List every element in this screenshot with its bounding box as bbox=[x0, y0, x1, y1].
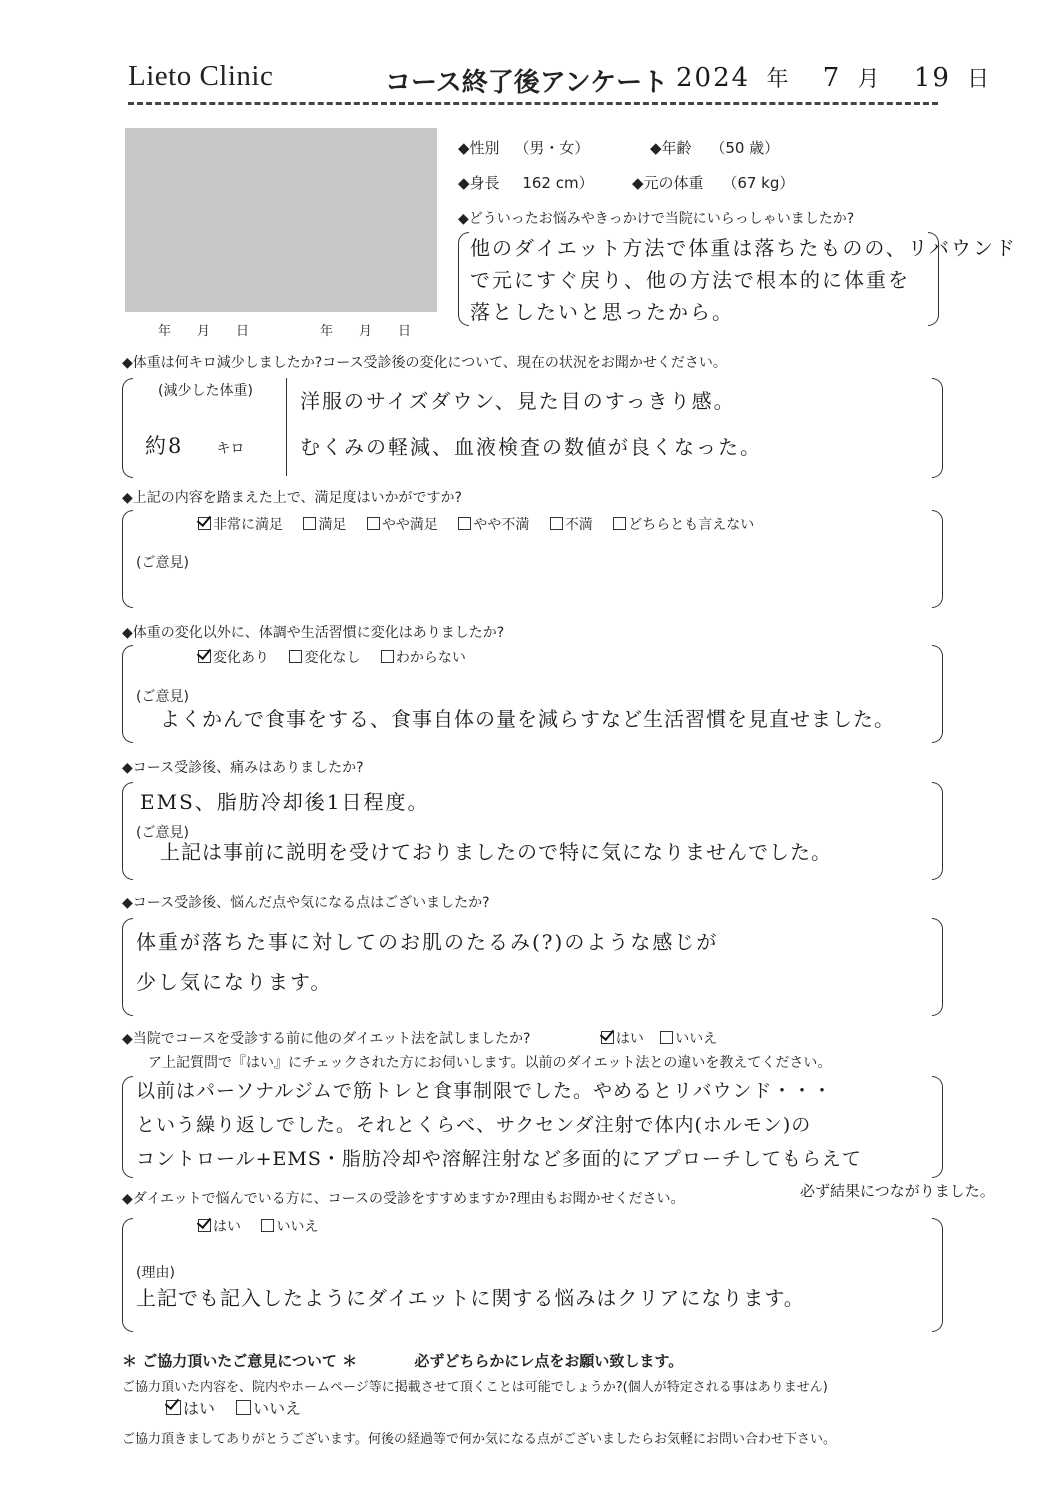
option-label: いいえ bbox=[675, 1031, 718, 1047]
consent-yes[interactable] bbox=[166, 1399, 215, 1418]
other-diet-answer-tail: 必ず結果につながりました。 bbox=[800, 1182, 995, 1200]
option-label: はい bbox=[213, 1219, 241, 1235]
pain-comment-label: (ご意見) bbox=[136, 825, 189, 841]
other-diet-answer bbox=[136, 1074, 862, 1176]
gender-label: ◆性別 bbox=[458, 139, 500, 157]
option-somewhat-dissatisfied[interactable] bbox=[458, 517, 529, 533]
recommend-options bbox=[198, 1216, 334, 1236]
option-label: 変化なし bbox=[304, 650, 361, 666]
recommend-answer: 上記でも記入したようにダイエットに関する悩みはクリアになります。 bbox=[136, 1286, 805, 1310]
height-label: ◆身長 bbox=[458, 174, 500, 192]
option-changed[interactable] bbox=[198, 650, 269, 666]
consent-no[interactable] bbox=[236, 1399, 301, 1418]
option-label: 非常に満足 bbox=[213, 517, 283, 533]
weight-bracket-left bbox=[122, 378, 133, 478]
option-very-satisfied[interactable] bbox=[198, 517, 283, 533]
reason-answer-line: で元にすぐ戻り、他の方法で根本的に体重を bbox=[470, 268, 910, 292]
date-day-unit: 日 bbox=[967, 67, 992, 92]
footer-heading bbox=[122, 1350, 683, 1371]
date-day: 19 bbox=[913, 63, 951, 93]
other-diet-answer-line: という繰り返しでした。それとくらべ、サクセンダ注射で体内(ホルモン)の bbox=[136, 1114, 812, 1136]
checkbox-icon[interactable] bbox=[289, 650, 302, 663]
recommend-bracket-left bbox=[122, 1218, 133, 1332]
pain-bracket-right bbox=[932, 782, 943, 880]
lifestyle-question: ◆体重の変化以外に、体調や生活習慣に変化はありましたか? bbox=[122, 625, 505, 641]
satisfaction-options bbox=[198, 514, 770, 534]
reason-bracket-left bbox=[458, 232, 469, 326]
other-diet-answer-line: 以前はパーソナルジムで筋トレと食事制限でした。やめるとリバウンド・・・ bbox=[136, 1080, 833, 1102]
option-dissatisfied[interactable] bbox=[550, 517, 593, 533]
after-photo-date: 年 月 日 bbox=[320, 324, 412, 339]
concern-bracket-left bbox=[122, 918, 133, 1016]
concern-answer-line: 体重が落ちた事に対してのお肌のたるみ(?)のような感じが bbox=[136, 930, 719, 954]
concern-answer-line: 少し気になります。 bbox=[136, 970, 333, 994]
before-photo-date: 年 月 日 bbox=[158, 324, 250, 339]
option-no-change[interactable] bbox=[289, 650, 360, 666]
weight-change-answer bbox=[300, 378, 762, 470]
other-diet-answer-line: コントロール+EMS・脂肪冷却や溶解注射など多面的にアプローチしてもらえて bbox=[136, 1148, 862, 1170]
age-field bbox=[650, 137, 779, 158]
satisfaction-question: ◆上記の内容を踏まえた上で、満足度はいかがですか? bbox=[122, 490, 462, 506]
checkbox-icon[interactable] bbox=[303, 517, 316, 530]
weight-question: ◆体重は何キロ減少しましたか?コース受診後の変化について、現在の状況をお聞かせください。 bbox=[122, 355, 727, 371]
checkbox-icon[interactable] bbox=[660, 1031, 673, 1044]
option-unknown[interactable] bbox=[381, 650, 466, 666]
satisfaction-bracket-right bbox=[932, 510, 943, 608]
lifestyle-answer: よくかんで食事をする、食事自体の量を減らすなど生活習慣を見直せました。 bbox=[160, 707, 895, 731]
weight-change-line: むくみの軽減、血液検査の数値が良くなった。 bbox=[300, 435, 762, 459]
checkbox-icon[interactable] bbox=[458, 517, 471, 530]
date-year-unit: 年 bbox=[766, 67, 791, 92]
reason-question: ◆どういったお悩みやきっかけで当院にいらっしゃいましたか? bbox=[458, 211, 855, 227]
weight-loss-label: (減少した体重) bbox=[158, 383, 253, 399]
weight-change-line: 洋服のサイズダウン、見た目のすっきり感。 bbox=[300, 389, 736, 413]
option-label: 満足 bbox=[318, 517, 347, 533]
weight-divider bbox=[286, 378, 287, 476]
checkbox-icon[interactable] bbox=[198, 517, 211, 530]
checkbox-icon[interactable] bbox=[550, 517, 563, 530]
option-satisfied[interactable] bbox=[303, 517, 346, 533]
reason-answer bbox=[470, 232, 1017, 328]
checkbox-icon[interactable] bbox=[613, 517, 626, 530]
option-label: いいえ bbox=[253, 1399, 302, 1418]
weight-field bbox=[632, 172, 794, 193]
thanks-note: ご協力頂きましてありがとうございます。何後の経過等で何か気になる点がございましたらお気軽にお問い合わせ下さい。 bbox=[122, 1432, 836, 1447]
recommend-yes[interactable] bbox=[198, 1219, 241, 1235]
lifestyle-options bbox=[198, 647, 482, 667]
checkbox-icon[interactable] bbox=[601, 1031, 614, 1044]
consent-options bbox=[166, 1396, 317, 1419]
recommend-bracket-right bbox=[932, 1218, 943, 1332]
page-title: コース終了後アンケート bbox=[385, 68, 669, 98]
lifestyle-bracket-left bbox=[122, 645, 133, 743]
option-label: はい bbox=[615, 1031, 644, 1047]
recommend-reason-label: (理由) bbox=[136, 1265, 175, 1281]
footer-heading-left: ＊ ご協力頂いたご意見について ＊ bbox=[122, 1352, 358, 1370]
satisfaction-bracket-left bbox=[122, 510, 133, 608]
other-diet-sub-question: ア上記質問で『はい』にチェックされた方にお伺いします。以前のダイエット法との違いを教えてください。 bbox=[148, 1055, 832, 1071]
weight-loss-unit: キロ bbox=[216, 441, 245, 457]
clinic-logo: Lieto Clinic bbox=[128, 60, 274, 92]
concern-answer bbox=[136, 922, 718, 1002]
weight-label: ◆元の体重 bbox=[632, 174, 704, 192]
other-diet-bracket-left bbox=[122, 1076, 133, 1178]
other-diet-question-text: ◆当院でコースを受診する前に他のダイエット法を試しましたか? bbox=[122, 1031, 531, 1047]
header-divider bbox=[128, 102, 938, 105]
option-label: わからない bbox=[395, 650, 466, 666]
survey-date bbox=[676, 62, 991, 93]
concern-bracket-right bbox=[932, 918, 943, 1016]
checkbox-icon[interactable] bbox=[198, 1219, 211, 1232]
other-diet-no[interactable] bbox=[660, 1031, 717, 1047]
checkbox-icon[interactable] bbox=[261, 1219, 274, 1232]
lifestyle-comment-label: (ご意見) bbox=[136, 689, 189, 705]
other-diet-yes[interactable] bbox=[601, 1031, 644, 1047]
option-label: いいえ bbox=[276, 1219, 319, 1235]
weight-value: （67 kg） bbox=[722, 174, 795, 192]
concern-question: ◆コース受診後、悩んだ点や気になる点はございましたか? bbox=[122, 895, 490, 911]
gender-options: （男・女） bbox=[514, 139, 590, 157]
option-somewhat-satisfied[interactable] bbox=[367, 517, 438, 533]
date-month-unit: 月 bbox=[857, 67, 882, 92]
option-label: はい bbox=[183, 1399, 216, 1418]
height-value: 162 cm） bbox=[522, 174, 594, 192]
checkbox-icon[interactable] bbox=[166, 1400, 181, 1415]
weight-loss-value bbox=[145, 430, 244, 460]
consent-question: ご協力頂いた内容を、院内やホームページ等に掲載させて頂くことは可能でしょうか?(個人が特定される事はありません) bbox=[122, 1380, 828, 1395]
date-year: 2024 bbox=[676, 63, 751, 93]
other-diet-question bbox=[122, 1028, 717, 1048]
lifestyle-bracket-right bbox=[932, 645, 943, 743]
pain-bracket-left bbox=[122, 782, 133, 880]
pain-answer-top: EMS、脂肪冷却後1日程度。 bbox=[140, 790, 430, 814]
option-label: 不満 bbox=[564, 517, 593, 533]
checkbox-icon[interactable] bbox=[381, 650, 394, 663]
option-label: やや満足 bbox=[381, 517, 438, 533]
weight-bracket-right bbox=[932, 378, 943, 478]
height-field bbox=[458, 172, 594, 193]
age-label: ◆年齢 bbox=[650, 139, 692, 157]
pain-answer: 上記は事前に説明を受けておりましたので特に気になりませんでした。 bbox=[160, 840, 832, 864]
option-label: やや不満 bbox=[473, 517, 530, 533]
reason-answer-line: 他のダイエット方法で体重は落ちたものの、リバウンド bbox=[470, 236, 1017, 260]
option-neither[interactable] bbox=[613, 517, 754, 533]
pain-question: ◆コース受診後、痛みはありましたか? bbox=[122, 760, 364, 776]
other-diet-bracket-right bbox=[932, 1076, 943, 1178]
checkbox-icon[interactable] bbox=[367, 517, 380, 530]
age-value: （50 歳） bbox=[710, 139, 780, 157]
recommend-question: ◆ダイエットで悩んでいる方に、コースの受診をすすめますか?理由もお聞かせください。 bbox=[122, 1191, 685, 1207]
date-month: 7 bbox=[822, 63, 842, 93]
checkbox-icon[interactable] bbox=[236, 1400, 251, 1415]
satisfaction-comment-label: (ご意見) bbox=[136, 555, 189, 571]
footer-heading-right: 必ずどちらかにレ点をお願い致します。 bbox=[414, 1352, 684, 1370]
option-label: どちらとも言えない bbox=[628, 517, 755, 533]
before-after-photo bbox=[125, 128, 437, 312]
weight-loss-number: 約8 bbox=[145, 434, 184, 458]
option-label: 変化あり bbox=[213, 650, 269, 666]
recommend-no[interactable] bbox=[261, 1219, 318, 1235]
gender-field bbox=[458, 137, 589, 158]
checkbox-icon[interactable] bbox=[198, 650, 211, 663]
reason-answer-line: 落としたいと思ったから。 bbox=[470, 300, 734, 324]
